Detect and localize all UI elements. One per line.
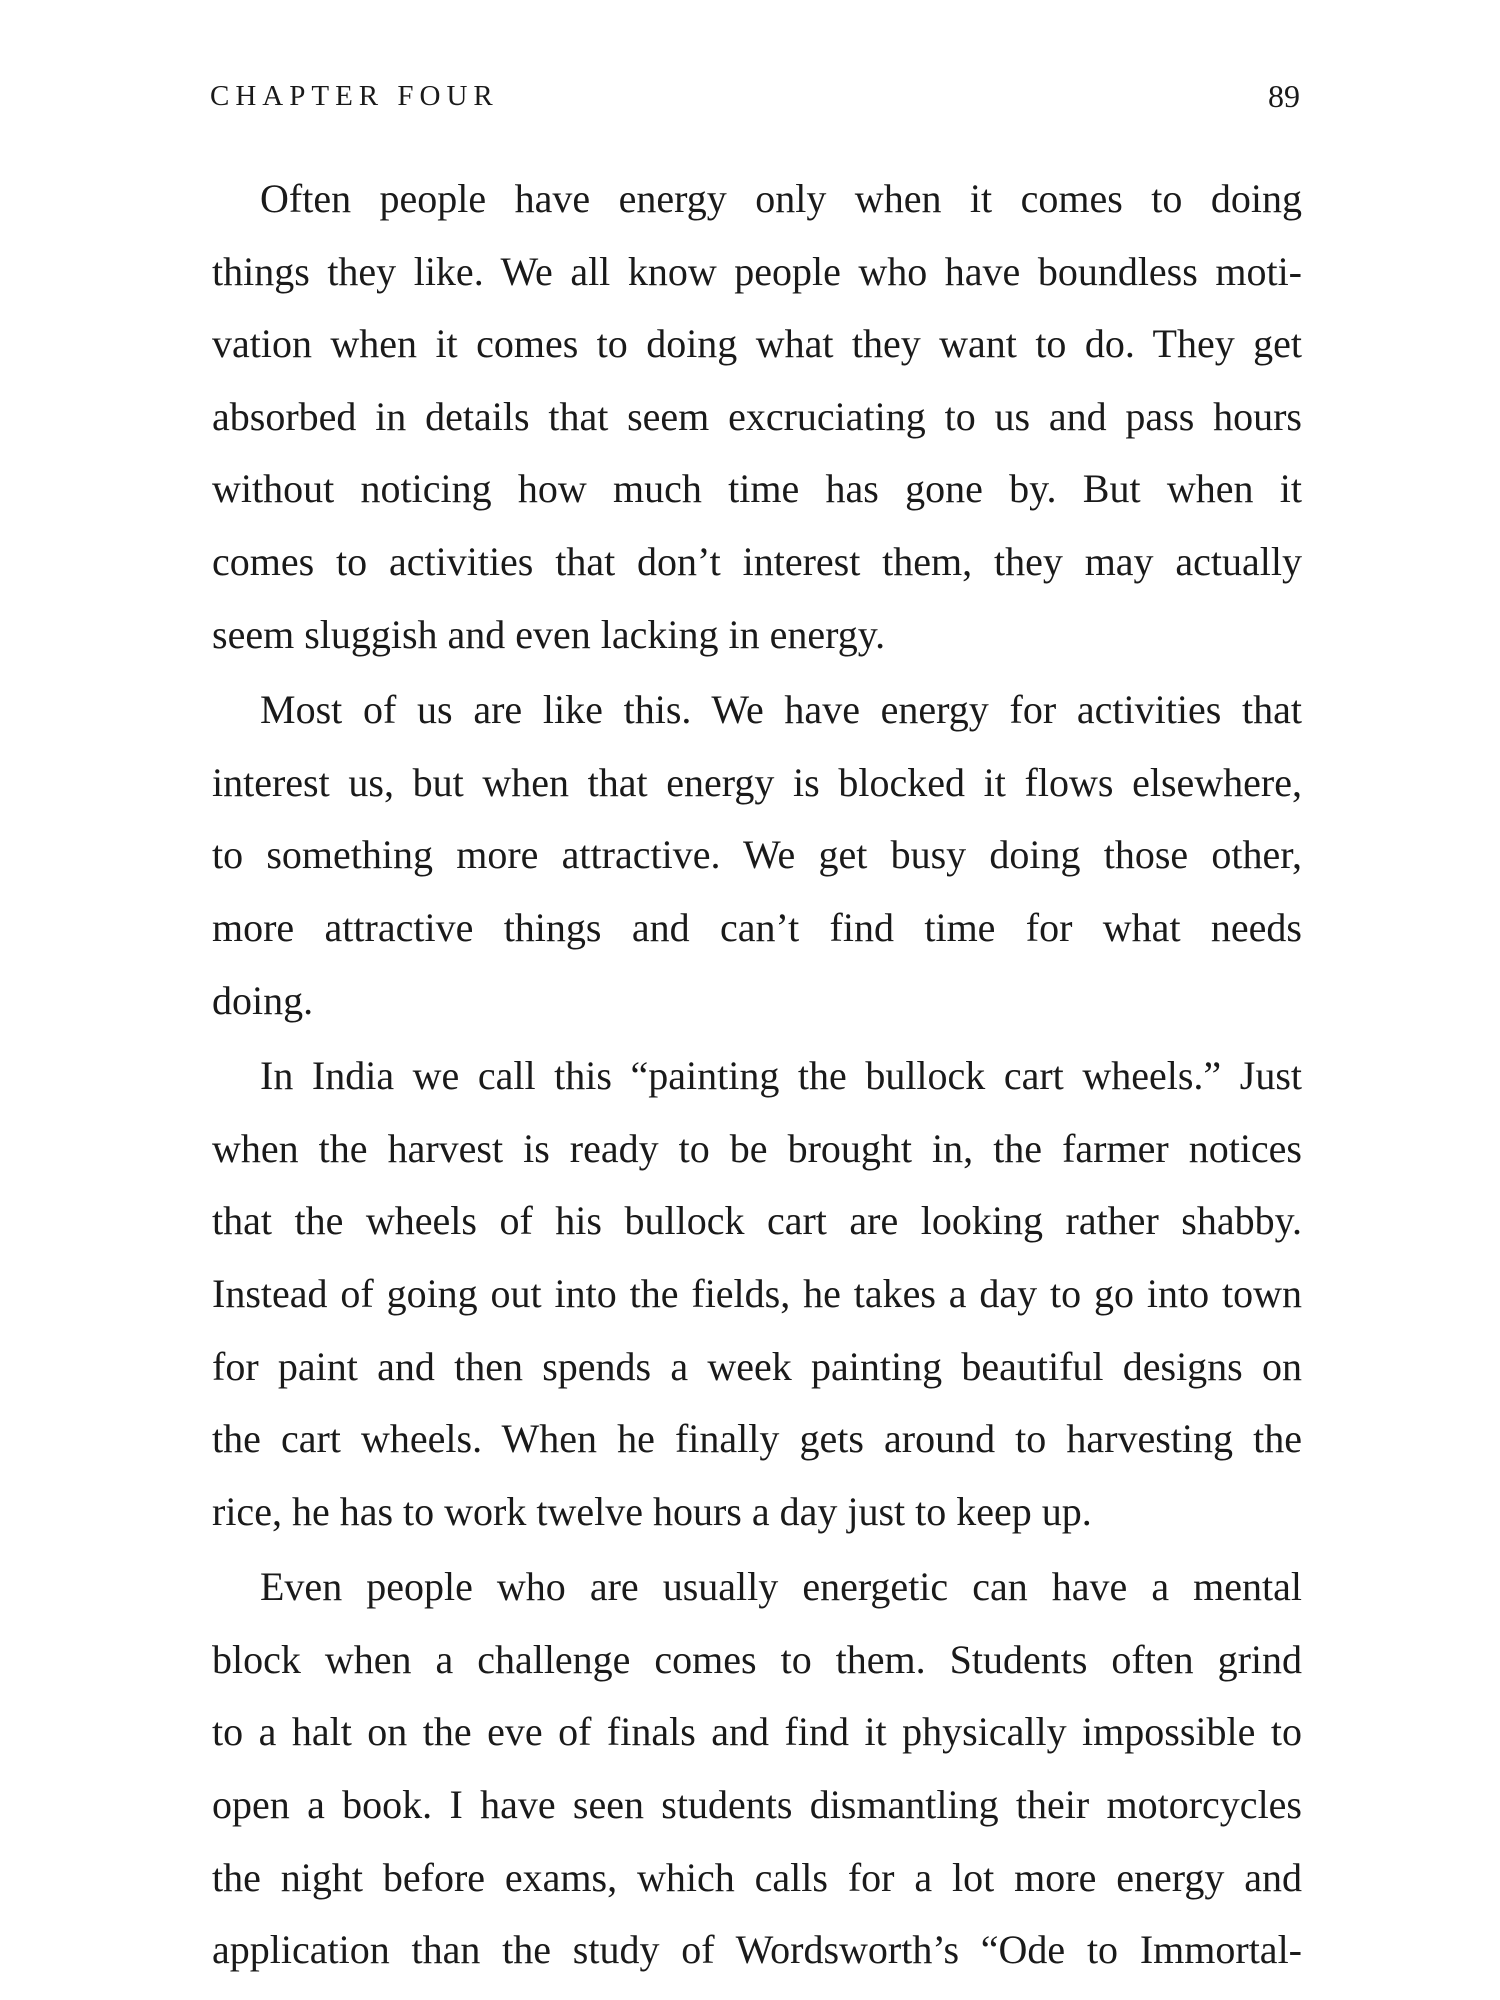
text-line: things they like. We all know people who have boundless moti- (212, 248, 1302, 294)
text-line: absorbed in details that seem excruciating to us and pass hours (212, 393, 1302, 439)
text-line: Most of us are like this. We have energy for activities that (260, 687, 1302, 733)
paragraph (212, 1040, 1302, 1548)
text-line: without noticing how much time has gone by. But when it (212, 466, 1302, 512)
paragraph (212, 1551, 1302, 1987)
text-line: to a halt on the eve of finals and find it physically impossible to (212, 1709, 1302, 1755)
text-line: In India we call this “painting the bullock cart wheels.” Just (260, 1053, 1302, 1099)
text-line: vation when it comes to doing what they want to do. They get (212, 321, 1302, 367)
text-line: doing. (212, 977, 314, 1023)
page-number: 89 (1268, 78, 1300, 114)
text-line: seem sluggish and even lacking in energy. (212, 611, 886, 657)
text-line: that the wheels of his bullock cart are looking rather shabby. (212, 1198, 1302, 1244)
paragraph (212, 674, 1302, 1037)
text-line: when the harvest is ready to be brought in, the farmer notices (212, 1125, 1302, 1171)
text-line: Often people have energy only when it comes to doing (260, 176, 1302, 221)
chapter-title: CHAPTER FOUR (210, 80, 499, 112)
text-line: comes to activities that don’t interest them, they may actually (212, 538, 1302, 584)
paragraph (212, 163, 1302, 671)
text-line: the cart wheels. When he finally gets around to harvesting the (212, 1416, 1302, 1462)
text-line: block when a challenge comes to them. Students often grind (212, 1636, 1302, 1682)
text-line: application than the study of Wordsworth’s “Ode to Immortal- (212, 1927, 1302, 1973)
text-line: the night before exams, which calls for a lot more energy and (212, 1854, 1302, 1900)
text-line: open a book. I have seen students dismantling their motorcycles (212, 1782, 1302, 1828)
body-text (212, 163, 1302, 1990)
text-line: interest us, but when that energy is blocked it flows elsewhere, (212, 759, 1302, 805)
text-line: more attractive things and can’t find time for what needs (212, 904, 1302, 950)
text-line: rice, he has to work twelve hours a day just to keep up. (212, 1488, 1092, 1534)
text-line: to something more attractive. We get busy doing those other, (212, 832, 1302, 878)
text-line: for paint and then spends a week painting beautiful designs on (212, 1343, 1302, 1389)
running-head (210, 76, 1300, 116)
text-line: Instead of going out into the fields, he takes a day to go into town (212, 1270, 1302, 1316)
text-line: Even people who are usually energetic can have a mental (260, 1564, 1302, 1610)
